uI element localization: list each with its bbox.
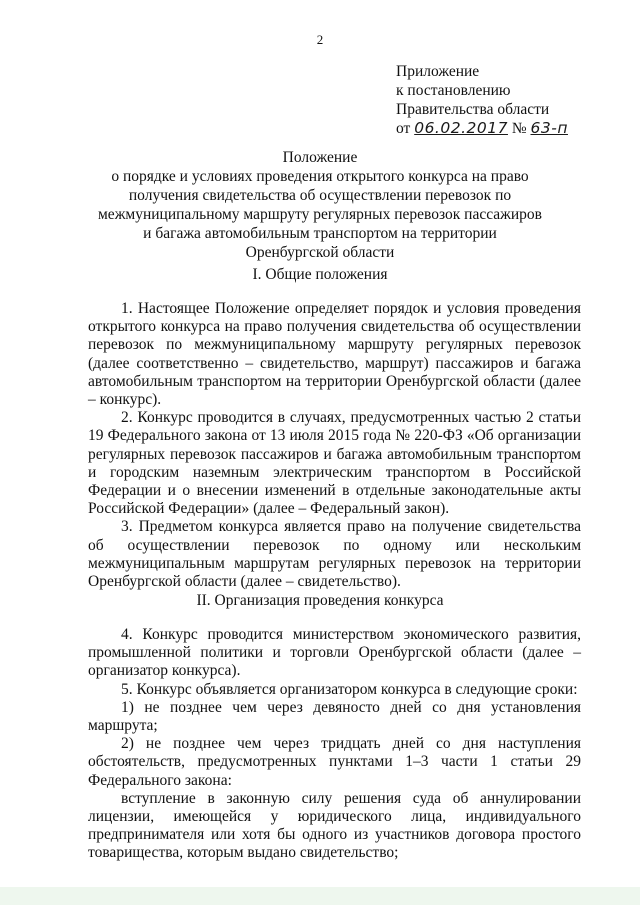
title-line-3: получения свидетельства об осуществлении перевозок по bbox=[128, 187, 512, 204]
appendix-block bbox=[396, 62, 568, 138]
appendix-date-line bbox=[396, 119, 568, 138]
paragraph-4: 4. Конкурс проводится министерством экономического развития, промышленной политики и торговли Оренбургской области (далее – организатор конкурса). bbox=[88, 626, 581, 680]
date-prefix: от bbox=[396, 120, 411, 137]
title-line-4: межмуниципальному маршруту регулярных перевозок пассажиров bbox=[98, 206, 542, 223]
title-line-5: и багажа автомобильным транспортом на территории bbox=[143, 225, 497, 242]
page-number: 2 bbox=[316, 32, 324, 47]
section-1-heading: I. Общие положения bbox=[252, 266, 388, 283]
appendix-line-3: Правительства области bbox=[396, 101, 550, 118]
title-line-1: Положение bbox=[282, 149, 358, 166]
paragraph-5: 5. Конкурс объявляется организатором конкурса в следующие сроки: bbox=[121, 680, 578, 698]
paragraph-5-item-2: 2) не позднее чем через тридцать дней со дня наступления обстоятельств, предусмотренных пунктами 1–3 части 1 статьи 29 Федерального закона: bbox=[88, 735, 581, 789]
paragraph-5-item-1: 1) не позднее чем через девяносто дней со дня установления маршрута; bbox=[88, 698, 581, 735]
paragraph-5-item-3: вступление в законную силу решения суда об аннулировании лицензии, имеющейся у юридического лица, индивидуального предпринимателя или хотя бы одного из участников договора простого товарищества, которым выдано свидетельство; bbox=[88, 789, 581, 862]
section-1-body bbox=[88, 300, 581, 591]
title-line-6: Оренбургской области bbox=[245, 244, 395, 261]
appendix-line-1: Приложение bbox=[396, 63, 480, 80]
number-prefix: № bbox=[511, 120, 527, 137]
paragraph-2: 2. Конкурс проводится в случаях, предусмотренных частью 2 статьи 19 Федерального закона от 13 июля 2015 года № 220-ФЗ «Об организации регулярных перевозок пассажиров и багажа автомобильным транспортом и городским наземным электрическим транспортом в Российской Федерации и о внесении изменений в отдельные законодательные акты Российской Федерации» (далее – Федеральный закон). bbox=[88, 409, 581, 518]
section-2-body bbox=[88, 626, 581, 863]
document-title bbox=[0, 148, 640, 262]
paragraph-1: 1. Настоящее Положение определяет порядок и условия проведения открытого конкурса на право получения свидетельства об осуществлении перевозок по межмуниципальному маршруту регулярных перевозок (далее соответственно – свидетельство, маршрут) пассажиров и багажа автомобильным транспортом на территории Оренбургской области (далее – конкурс). bbox=[88, 300, 581, 409]
handwritten-number: 63-п bbox=[530, 119, 568, 137]
appendix-line-2: к постановлению bbox=[396, 82, 511, 99]
section-2-heading: II. Организация проведения конкурса bbox=[196, 592, 444, 609]
handwritten-date: 06.02.2017 bbox=[414, 119, 508, 137]
paragraph-3: 3. Предметом конкурса является право на получение свидетельства об осуществлении перевозок по одному или нескольким межмуниципальным маршрутам регулярных перевозок на территории Оренбургской области (далее – свидетельство). bbox=[88, 518, 581, 591]
title-line-2: о порядке и условиях проведения открытого конкурса на право bbox=[111, 168, 529, 185]
scan-edge-band bbox=[0, 887, 640, 905]
